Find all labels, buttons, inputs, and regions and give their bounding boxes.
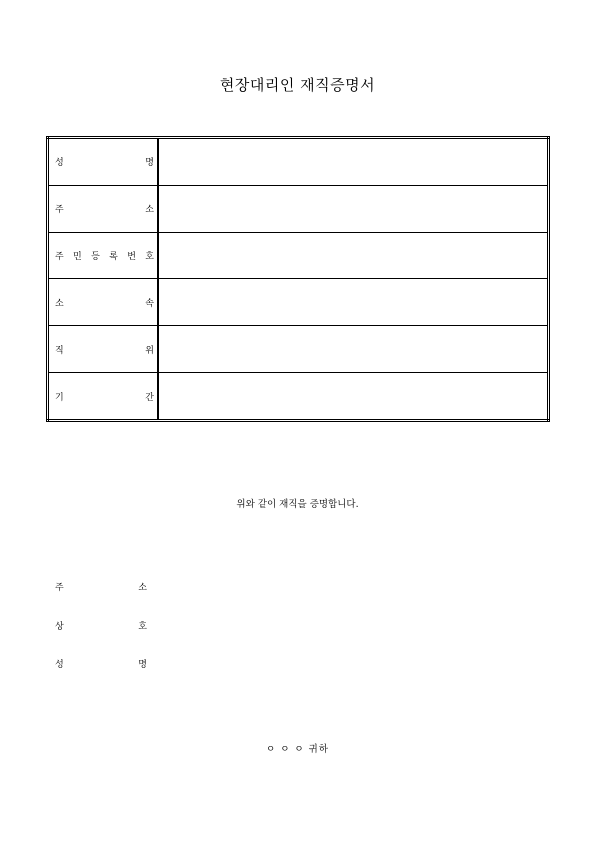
signature-name-label: 성 명 — [55, 660, 147, 670]
label-position: 직 위 — [48, 326, 159, 373]
value-name[interactable] — [158, 138, 549, 186]
certificate-info-table — [46, 136, 550, 422]
label-period: 기 간 — [48, 373, 159, 421]
signature-firm-label: 상 호 — [55, 622, 147, 632]
label-address: 주 소 — [48, 185, 159, 232]
table-row-affiliation — [48, 279, 549, 326]
label-name: 성 명 — [48, 138, 159, 186]
value-resident-number[interactable] — [158, 232, 549, 279]
label-affiliation: 소 속 — [48, 279, 159, 326]
table-row-period — [48, 373, 549, 421]
table-row-address — [48, 185, 549, 232]
label-resident-number: 주 민 등 록 번 호 — [48, 232, 159, 279]
table-row-position — [48, 326, 549, 373]
value-affiliation[interactable] — [158, 279, 549, 326]
certification-statement: 위와 같이 재직을 증명합니다. — [236, 499, 359, 510]
table-row-resident-number — [48, 232, 549, 279]
value-period[interactable] — [158, 373, 549, 421]
table-row-name — [48, 138, 549, 186]
value-position[interactable] — [158, 326, 549, 373]
value-address[interactable] — [158, 185, 549, 232]
signature-address-label: 주 소 — [55, 583, 147, 593]
recipient-line: ㅇ ㅇ ㅇ 귀하 — [266, 744, 329, 755]
document-title: 현장대리인 재직증명서 — [219, 76, 376, 94]
